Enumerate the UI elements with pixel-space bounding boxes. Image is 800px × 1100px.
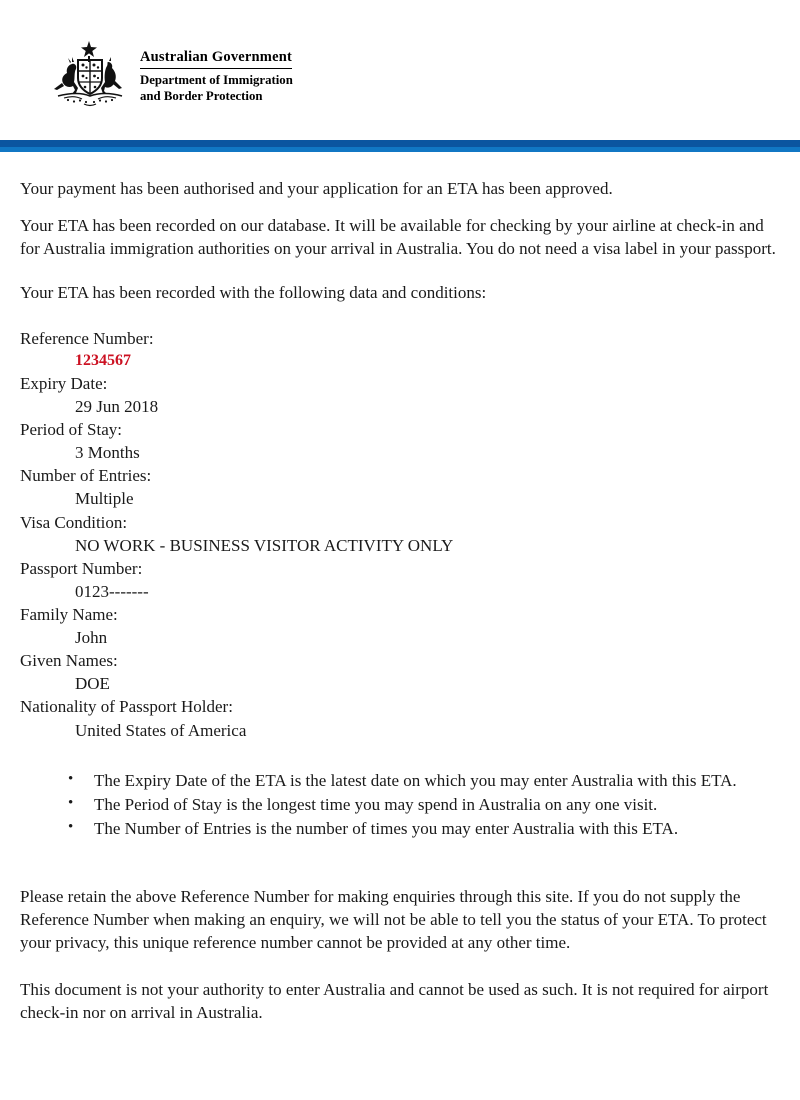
document-body: [0, 178, 800, 1024]
field-label: Reference Number:: [20, 329, 154, 349]
branding-text: [140, 38, 293, 104]
condition-bullet-item: • The Expiry Date of the ETA is the latest date on which you may enter Australia with this ETA.: [76, 770, 782, 793]
department-title-line-2: and Border Protection: [140, 88, 263, 103]
field-label: Nationality of Passport Holder:: [20, 697, 233, 717]
department-title-line-1: Department of Immigration: [140, 73, 293, 87]
field-label: Passport Number:: [20, 558, 143, 578]
field-label: Given Names:: [20, 651, 118, 671]
field-value: DOE: [75, 674, 110, 694]
field-value: NO WORK - BUSINESS VISITOR ACTIVITY ONLY: [75, 535, 454, 555]
field-label: Expiry Date:: [20, 373, 108, 393]
field-value: 29 Jun 2018: [75, 397, 159, 417]
eta-data-fields: [20, 327, 782, 742]
condition-bullet-item: • The Period of Stay is the longest time you may spend in Australia on any one visit.: [76, 794, 782, 817]
intro-paragraph: Your payment has been authorised and your application for an ETA has been approved.: [20, 179, 613, 198]
database-paragraph: Your ETA has been recorded on our database. It will be available for checking by your airline at check-in and for Australia immigration authorities on your arrival in Australia. You do not need a visa label in your passport.: [20, 215, 776, 258]
field-value: United States of America: [75, 720, 247, 740]
government-title: Australian Government: [140, 49, 292, 69]
field-value: Multiple: [75, 489, 134, 509]
footer-notes: [20, 886, 782, 1024]
field-label: Period of Stay:: [20, 420, 122, 440]
header-divider-dark: [0, 140, 800, 147]
field-label: Family Name:: [20, 605, 118, 625]
field-label: Visa Condition:: [20, 512, 128, 532]
condition-bullet-item: • The Number of Entries is the number of times you may enter Australia with this ETA.: [76, 818, 782, 841]
field-value: John: [75, 628, 108, 648]
field-value: 0123-------: [75, 581, 149, 601]
conditions-intro-paragraph: Your ETA has been recorded with the following data and conditions:: [20, 283, 487, 303]
conditions-bullet-list: [20, 770, 782, 841]
retain-reference-paragraph: Please retain the above Reference Number for making enquiries through this site. If you do not supply the Reference Number when making an enquiry, we will not be able to tell you the status of your ETA. To protect your privacy, this unique reference number cannot be provided at any other time.: [20, 887, 767, 953]
field-value: 3 Months: [75, 443, 140, 463]
field-label: Number of Entries:: [20, 466, 152, 486]
document-masthead: [0, 0, 800, 140]
government-branding: [48, 38, 293, 114]
authority-disclaimer-paragraph: This document is not your authority to enter Australia and cannot be used as such. It is not required for airport check-in nor on arrival in Australia.: [20, 979, 769, 1022]
australian-coat-of-arms-icon: [48, 38, 132, 114]
reference-number-value: 1234567: [75, 352, 131, 370]
header-divider-light: [0, 147, 800, 152]
